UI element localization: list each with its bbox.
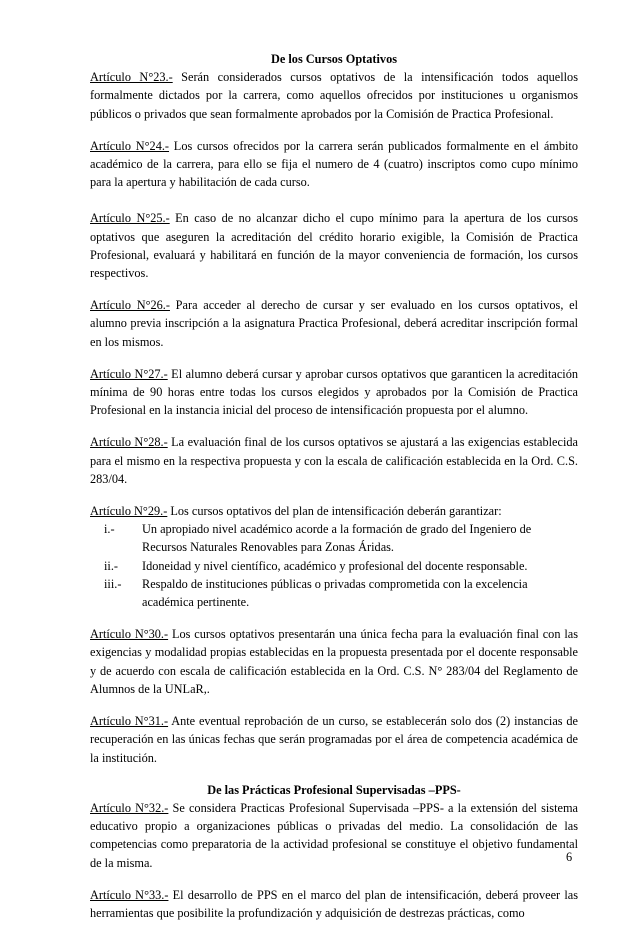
article-label: Artículo N°30.- — [90, 627, 169, 642]
article-label: Artículo N°27.- — [90, 366, 168, 381]
list-item — [90, 520, 578, 556]
list-item — [90, 557, 578, 575]
article-text: En caso de no alcanzar dicho el cupo mínimo para la apertura de los cursos optativos que aseguren la acreditación del crédito horario exigible, la Comisión de Practica Profesional, evaluará y habilitará en función de la mayor conveniencia de formación, los cursos respectivos. — [90, 211, 578, 281]
article-text: Ante eventual reprobación de un curso, se establecerán solo dos (2) instancias de recuperación en las únicas fechas que serán programadas por el área de competencia académica de la institución. — [90, 714, 578, 765]
article-label: Artículo N°23.- — [90, 70, 173, 85]
list-item-text: Idoneidad y nivel científico, académico y profesional del docente responsable. — [142, 558, 528, 573]
article-paragraph — [90, 712, 578, 767]
article-label: Artículo N°32.- — [90, 800, 169, 815]
article-text: El alumno deberá cursar y aprobar cursos optativos que garanticen la acreditación mínima de 90 horas entre todas los cursos elegidos y aprobados por la Comisión de Practica Profesional en la instancia inicial del proceso de intensificación propuesta por el alumno. — [90, 366, 578, 418]
article-paragraph — [90, 296, 578, 351]
article-label: Artículo N°26.- — [90, 298, 170, 313]
list-item-text: Respaldo de instituciones públicas o privadas comprometida con la excelencia académica pertinente. — [142, 576, 528, 610]
article-paragraph — [90, 433, 578, 488]
article-paragraph — [90, 625, 578, 698]
article-text: La evaluación final de los cursos optativos se ajustará a las exigencias establecida para el mismo en la respectiva propuesta y con la escala de calificación establecida en la Ord. C.S. 283/04. — [90, 435, 578, 486]
article-paragraph — [90, 137, 578, 192]
article-label: Artículo N°24.- — [90, 138, 170, 153]
article-label: Artículo N°33.- — [90, 887, 169, 902]
page-number: 6 — [566, 850, 573, 864]
article-paragraph — [90, 209, 578, 282]
article-paragraph — [90, 68, 578, 123]
article-text: Se considera Practicas Profesional Supervisada –PPS- a la extensión del sistema educativo propio a organizaciones públicas o privadas del medio. La consolidación de las competencias como preparatoria de la actividad profesional se constituye el objetivo fundamental de la misma. — [90, 800, 578, 870]
article-label: Artículo N°25.- — [90, 211, 170, 226]
article-29 — [90, 502, 578, 611]
article-text: Serán considerados cursos optativos de la intensificación todos aquellos formalmente dictados por la carrera, como aquellos ofrecidos por instituciones u organismos públicos o privados que sean formalmente aprobados por la Comisión de Practica Profesional. — [90, 70, 578, 121]
document-page — [90, 50, 578, 936]
article-paragraph — [90, 886, 578, 922]
article-text: Para acceder al derecho de cursar y ser evaluado en los cursos optativos, el alumno previa inscripción a la asignatura Practica Profesional, deberá acreditar inscripción formal en los mismos. — [90, 298, 579, 349]
article-paragraph — [90, 502, 578, 520]
article-paragraph — [90, 365, 578, 420]
article-text: Los cursos optativos del plan de intensificación deberán garantizar: — [167, 504, 502, 519]
article-label: Artículo N°31.- — [90, 714, 169, 729]
list-item — [90, 575, 578, 611]
section-title-pps: De las Prácticas Profesional Supervisadas –PPS- — [207, 782, 461, 797]
list-item-number: ii.- — [104, 558, 119, 573]
article-text: Los cursos ofrecidos por la carrera serán publicados formalmente en el ámbito académico de la carrera, para ello se fija el numero de 4 (cuatro) inscriptos como cupo mínimo para la apertura y habilitación de cada curso. — [90, 138, 578, 190]
article-text: El desarrollo de PPS en el marco del plan de intensificación, deberá proveer las herramientas que posibilite la profundización y adquisición de destrezas prácticas, como — [90, 887, 578, 920]
article-text: Los cursos optativos presentarán una única fecha para la evaluación final con las exigencias y modalidad propias establecidas en la propuesta presentada por el docente responsable y de acuerdo con escala de calificación establecida en la Ord. C.S. N° 283/04 del Reglamento de Alumnos de la UNLaR,. — [90, 627, 578, 696]
list-item-number: iii.- — [104, 576, 122, 591]
list-item-number: i.- — [104, 522, 115, 537]
article-label: Artículo N°29.- — [90, 504, 168, 519]
article-label: Artículo N°28.- — [90, 435, 168, 450]
articles-group-b — [90, 625, 578, 766]
section-title-optional-courses: De los Cursos Optativos — [270, 52, 398, 66]
articles-group-c — [90, 799, 578, 922]
article-paragraph — [90, 799, 578, 872]
list-item-text: Un apropiado nivel académico acorde a la formación de grado del Ingeniero de Recursos Naturales Renovables para Zonas Áridas. — [142, 522, 532, 555]
articles-group-a — [90, 68, 578, 488]
requirements-list — [90, 520, 578, 611]
